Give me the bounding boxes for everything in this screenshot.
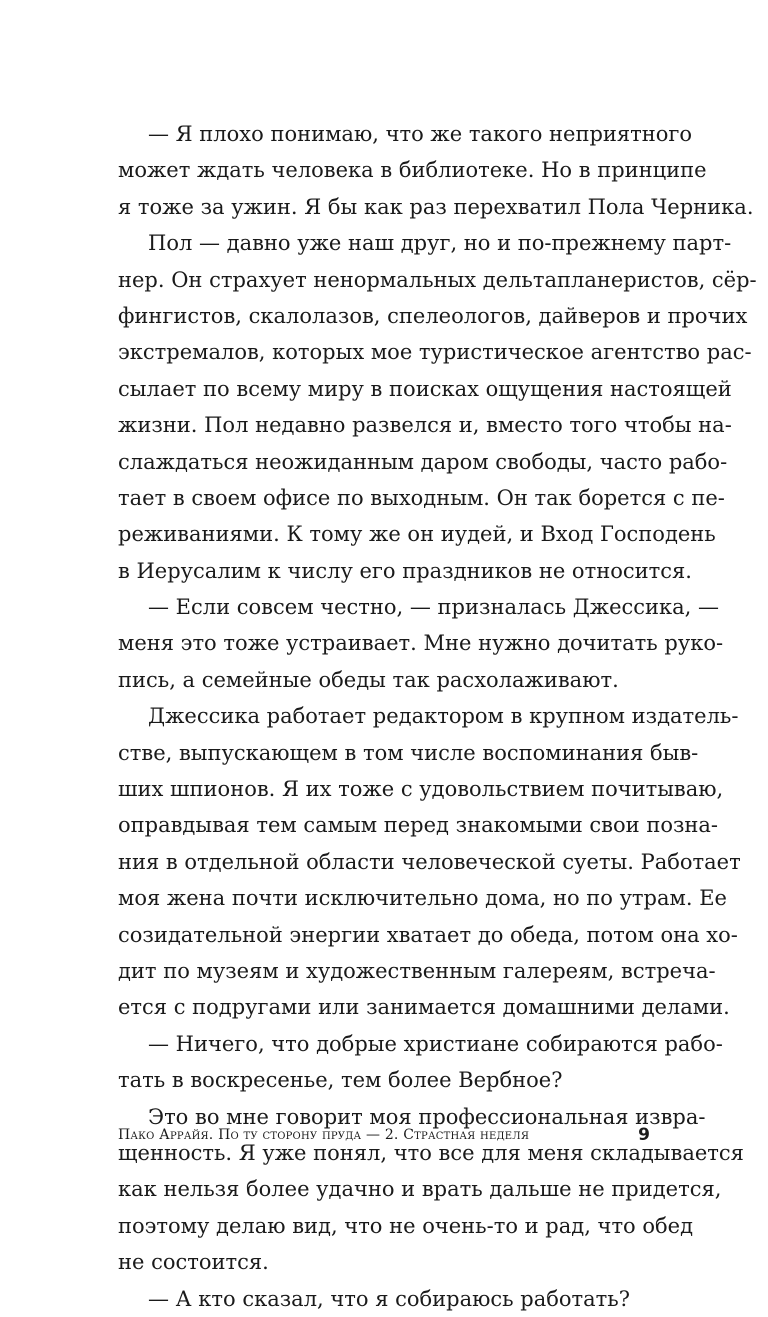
text-line: Это во мне говорит моя профессиональная извра- bbox=[148, 1104, 706, 1129]
text-line: — Ничего, что добрые христиане собираются рабо- bbox=[148, 1031, 723, 1056]
text-line: — А кто сказал, что я собираюсь работать? bbox=[148, 1286, 630, 1311]
text-line: — Я плохо понимаю, что же такого неприятного bbox=[148, 122, 693, 146]
text-line: ется с подругами или занимается домашними делами. bbox=[118, 995, 730, 1020]
text-line: дит по музеям и художественным галереям, встреча- bbox=[118, 958, 716, 983]
text-line: щенность. Я уже понял, что все для меня складывается bbox=[118, 1140, 744, 1165]
text-line: фингистов, скалолазов, спелеологов, дайверов и прочих bbox=[118, 303, 748, 328]
text-line: не состоится. bbox=[118, 1250, 269, 1275]
text-line: ния в отдельной области человеческой суеты. Работает bbox=[118, 849, 741, 874]
text-line: Джессика работает редактором в крупном издатель- bbox=[148, 704, 739, 729]
page-footer bbox=[118, 1123, 650, 1147]
text-line: как нельзя более удачно и врать дальше не придется, bbox=[118, 1177, 722, 1202]
text-line: тать в воскресенье, тем более Вербное? bbox=[118, 1068, 563, 1093]
text-line: может ждать человека в библиотеке. Но в принципе bbox=[118, 158, 707, 183]
text-line: экстремалов, которых мое туристическое агентство рас- bbox=[118, 340, 752, 365]
text-line: слаждаться неожиданным даром свободы, часто рабо- bbox=[118, 449, 728, 474]
text-line: в Иерусалим к числу его праздников не относится. bbox=[118, 558, 692, 583]
text-line: стве, выпускающем в том числе воспоминания быв- bbox=[118, 740, 699, 765]
text-line: ших шпионов. Я их тоже с удовольствием почитываю, bbox=[118, 777, 724, 802]
text-line: реживаниями. К тому же он иудей, и Вход Господень bbox=[118, 522, 716, 547]
text-line: я тоже за ужин. Я бы как раз перехватил Пола Черника. bbox=[118, 194, 754, 219]
text-line: поэтому делаю вид, что не очень-то и рад, что обед bbox=[118, 1213, 694, 1238]
text-line: Пол — давно уже наш друг, но и по-прежнему парт- bbox=[148, 231, 732, 256]
running-title: Пако Аррайя. По ту сторону пруда — 2. Страстная неделя bbox=[118, 1127, 530, 1143]
text-line: нер. Он страхует ненормальных дельтапланеристов, сёр- bbox=[118, 267, 757, 292]
text-line: моя жена почти исключительно дома, но по утрам. Ее bbox=[118, 886, 727, 911]
text-line: тает в своем офисе по выходным. Он так борется с пе- bbox=[118, 485, 725, 510]
text-line: — Если совсем честно, — призналась Джессика, — bbox=[148, 595, 720, 620]
text-line: меня это тоже устраивает. Мне нужно дочитать руко- bbox=[118, 631, 724, 656]
page-number: 9 bbox=[638, 1125, 650, 1145]
text-line: сылает по всему миру в поисках ощущения настоящей bbox=[118, 376, 732, 401]
text-line: созидательной энергии хватает до обеда, потом она хо- bbox=[118, 922, 738, 947]
text-line: жизни. Пол недавно развелся и, вместо того чтобы на- bbox=[118, 413, 732, 438]
text-line: пись, а семейные обеды так расхолаживают. bbox=[118, 667, 619, 692]
text-line: оправдывая тем самым перед знакомыми свои позна- bbox=[118, 813, 719, 838]
